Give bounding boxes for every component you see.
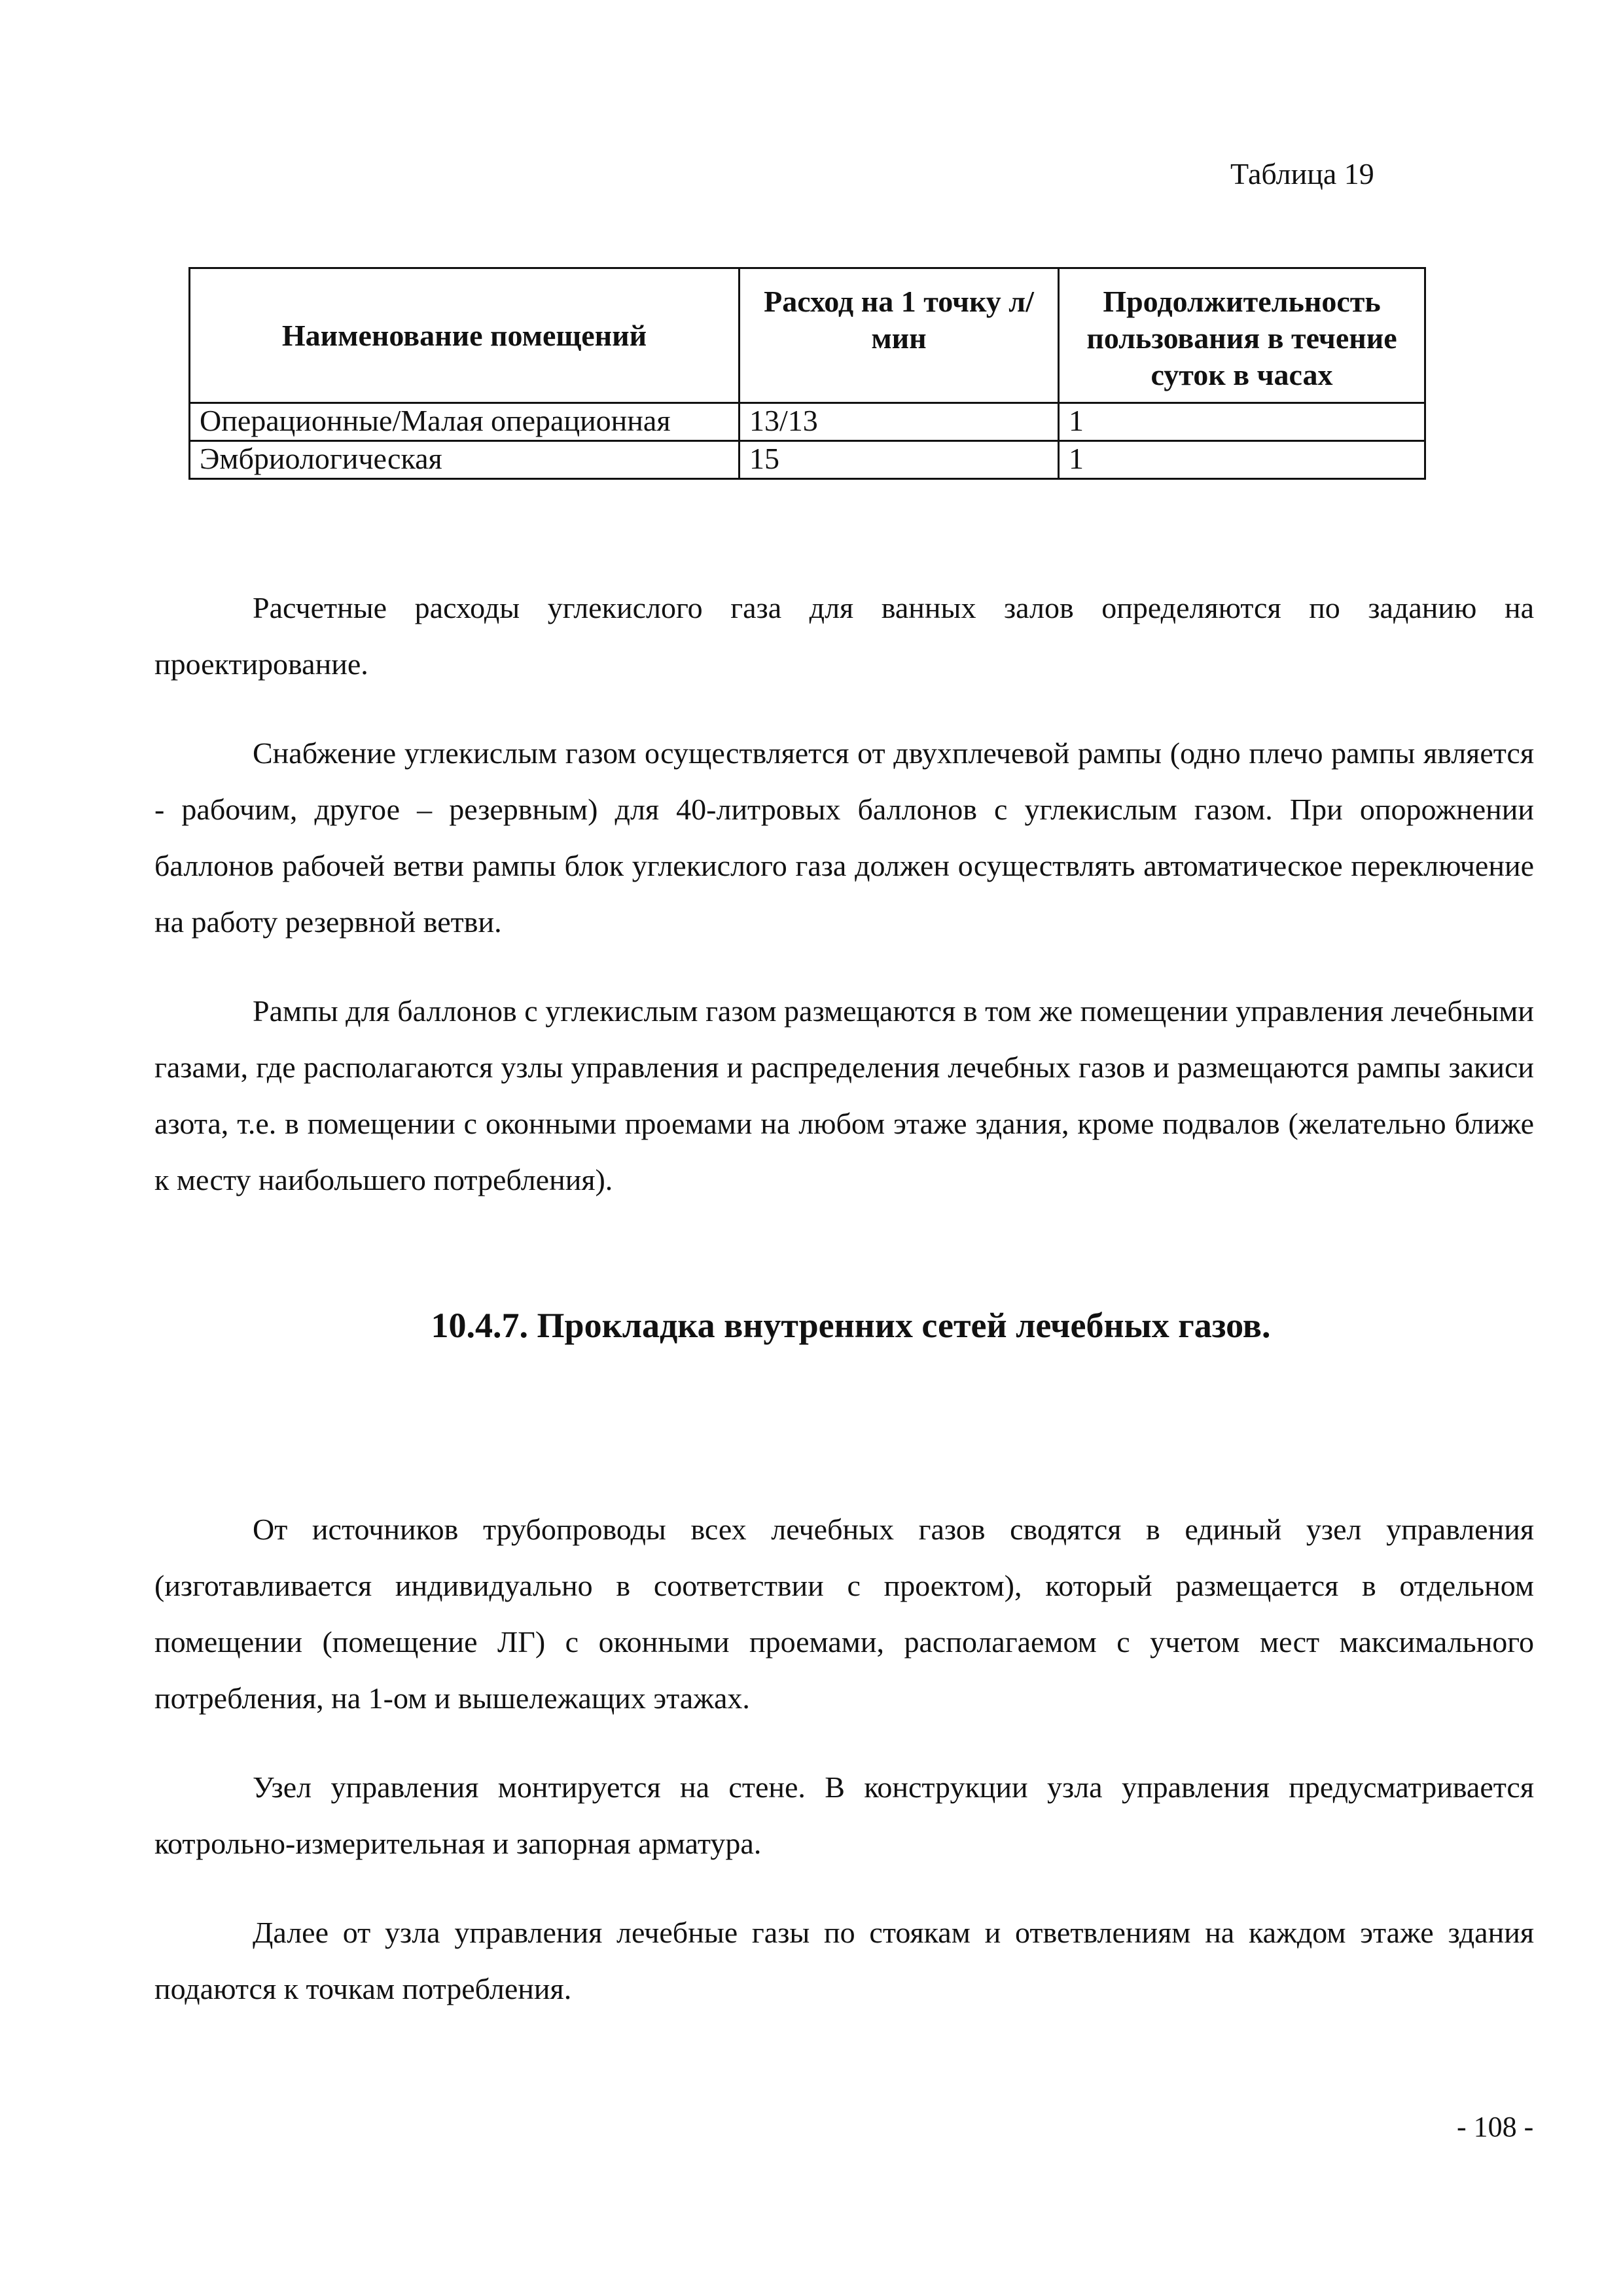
table-row [190, 441, 1425, 479]
table-row [190, 403, 1425, 441]
cell-usage-duration: 1 [1059, 441, 1425, 479]
cell-room-name: Эмбриологическая [190, 441, 740, 479]
paragraph-control-unit-location: От источников трубопроводы всех лечебных газов сводятся в единый узел управления (изготавливается индивидуально в соответствии с проектом), который размещается в отдельном помещении (помещение ЛГ) с оконными проемами, располагаемом с учетом мест максимального потребления, на 1-ом и вышележащих этажах. [154, 1513, 1534, 1715]
cell-usage-duration: 1 [1059, 403, 1425, 441]
section-heading: 10.4.7. Прокладка внутренних сетей лечебных газов. [431, 1306, 1271, 1345]
data-table [188, 267, 1426, 480]
header-flow-rate: Расход на 1 точку л/мин [740, 268, 1059, 403]
paragraph-co2-consumption: Расчетные расходы углекислого газа для ванных залов определяются по заданию на проектирование. [154, 591, 1534, 681]
paragraph-co2-supply: Снабжение углекислым газом осуществляется от двухплечевой рампы (одно плечо рампы является - рабочим, другое – резервным) для 40-литровых баллонов с углекислым газом. При опорожнении баллонов рабочей ветви рампы блок углекислого газа должен осуществлять автоматическое переключение на работу резервной ветви. [154, 736, 1534, 939]
header-room-name: Наименование помещений [190, 268, 740, 403]
table-header-row [190, 268, 1425, 403]
table-caption: Таблица 19 [1230, 157, 1374, 190]
cell-flow-rate: 13/13 [740, 403, 1059, 441]
paragraph-gas-distribution: Далее от узла управления лечебные газы по стоякам и ответвлениям на каждом этаже здания подаются к точкам потребления. [154, 1916, 1534, 2005]
page-number: - 108 - [1457, 2111, 1534, 2143]
header-usage-duration: Продолжительность пользования в течение суток в часах [1059, 268, 1425, 403]
cell-flow-rate: 15 [740, 441, 1059, 479]
cell-room-name: Операционные/Малая операционная [190, 403, 740, 441]
paragraph-co2-ramps: Рампы для баллонов с углекислым газом размещаются в том же помещении управления лечебными газами, где располагаются узлы управления и распределения лечебных газов и размещаются рампы закиси азота, т.е. в помещении с оконными проемами на любом этаже здания, кроме подвалов (желательно ближе к месту наибольшего потребления). [154, 994, 1534, 1196]
paragraph-control-unit-mounting: Узел управления монтируется на стене. В конструкции узла управления предусматривается котрольно-измерительная и запорная арматура. [154, 1770, 1534, 1860]
